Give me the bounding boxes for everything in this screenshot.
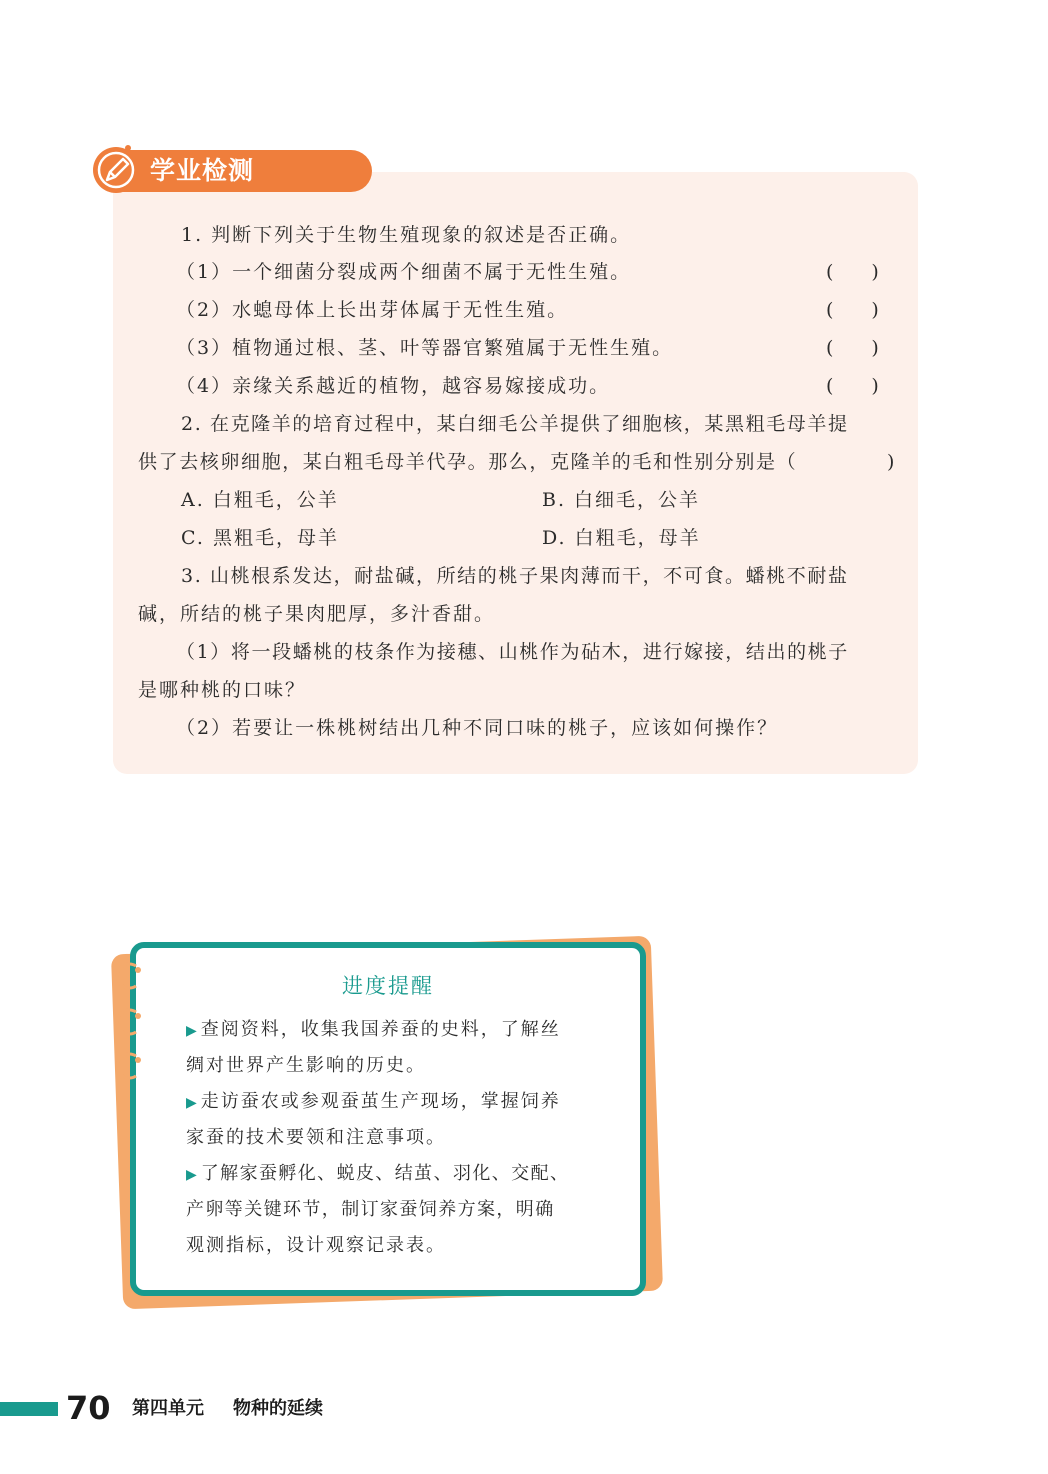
footer-chapter: 物种的延续 <box>233 1398 323 1419</box>
footer-accent-bar <box>0 1402 58 1416</box>
q3-stem-line2: 碱，所结的桃子果肉肥厚，多汁香甜。 <box>138 603 496 625</box>
q1-answer-bracket-3[interactable]: ( ) <box>826 337 879 359</box>
q3-sub2: （2）若要让一株桃树结出几种不同口味的桃子，应该如何操作？ <box>176 717 779 739</box>
reminder-item-1: ▶ 查阅资料，收集我国养蚕的史料，了解丝 <box>186 1019 561 1040</box>
q2-option-a: A. 白粗毛，公羊 <box>181 489 339 511</box>
bullet-triangle-icon: ▶ <box>186 1095 197 1111</box>
reminder-item-3: ▶ 了解家蚕孵化、蜕皮、结茧、羽化、交配、 <box>186 1163 570 1184</box>
q2-answer-bracket[interactable]: ) <box>887 451 895 473</box>
q1-item-3: （3）植物通过根、茎、叶等器官繁殖属于无性生殖。 <box>176 337 674 359</box>
reminder-item-1-cont: 绸对世界产生影响的历史。 <box>186 1055 426 1076</box>
q2-option-b: B. 白细毛，公羊 <box>542 489 701 511</box>
bullet-triangle-icon: ▶ <box>186 1023 197 1039</box>
q1-answer-bracket-4[interactable]: ( ) <box>826 375 879 397</box>
page-number: 70 <box>66 1389 111 1427</box>
bullet-triangle-icon: ▶ <box>186 1167 197 1183</box>
pencil-icon <box>88 140 144 196</box>
binder-ring-icon <box>112 1006 144 1038</box>
q3-sub1-line2: 是哪种桃的口味？ <box>138 679 307 701</box>
q3-stem-line1: 3. 山桃根系发达，耐盐碱，所结的桃子果肉薄而干，不可食。蟠桃不耐盐 <box>181 565 849 587</box>
q2-stem-line1: 2. 在克隆羊的培育过程中，某白细毛公羊提供了细胞核，某黑粗毛母羊提 <box>181 413 849 435</box>
q2-stem-line2: 供了去核卵细胞，某白粗毛母羊代孕。那么，克隆羊的毛和性别分别是（ <box>138 451 798 473</box>
binder-ring-icon <box>112 1050 144 1082</box>
q1-stem: 1. 判断下列关于生物生殖现象的叙述是否正确。 <box>181 224 632 246</box>
q1-item-2: （2）水螅母体上长出芽体属于无性生殖。 <box>176 299 569 321</box>
q3-sub1-line1: （1）将一段蟠桃的枝条作为接穗、山桃作为砧木，进行嫁接，结出的桃子 <box>176 641 849 663</box>
q2-option-c: C. 黑粗毛，母羊 <box>181 527 339 549</box>
reminder-item-3-cont2: 观测指标，设计观察记录表。 <box>186 1235 446 1256</box>
footer-unit: 第四单元 <box>132 1398 204 1419</box>
reminder-item-2-cont: 家蚕的技术要领和注意事项。 <box>186 1127 446 1148</box>
q1-answer-bracket-2[interactable]: ( ) <box>826 299 879 321</box>
q2-option-d: D. 白粗毛，母羊 <box>542 527 701 549</box>
reminder-title: 进度提醒 <box>342 974 434 998</box>
q1-answer-bracket-1[interactable]: ( ) <box>826 261 879 283</box>
q1-item-4: （4）亲缘关系越近的植物，越容易嫁接成功。 <box>176 375 611 397</box>
reminder-item-3-cont: 产卵等关键环节，制订家蚕饲养方案，明确 <box>186 1199 555 1220</box>
reminder-item-2: ▶ 走访蚕农或参观蚕茧生产现场，掌握饲养 <box>186 1091 561 1112</box>
q1-item-1: （1）一个细菌分裂成两个细菌不属于无性生殖。 <box>176 261 632 283</box>
quiz-title: 学业检测 <box>150 156 255 185</box>
